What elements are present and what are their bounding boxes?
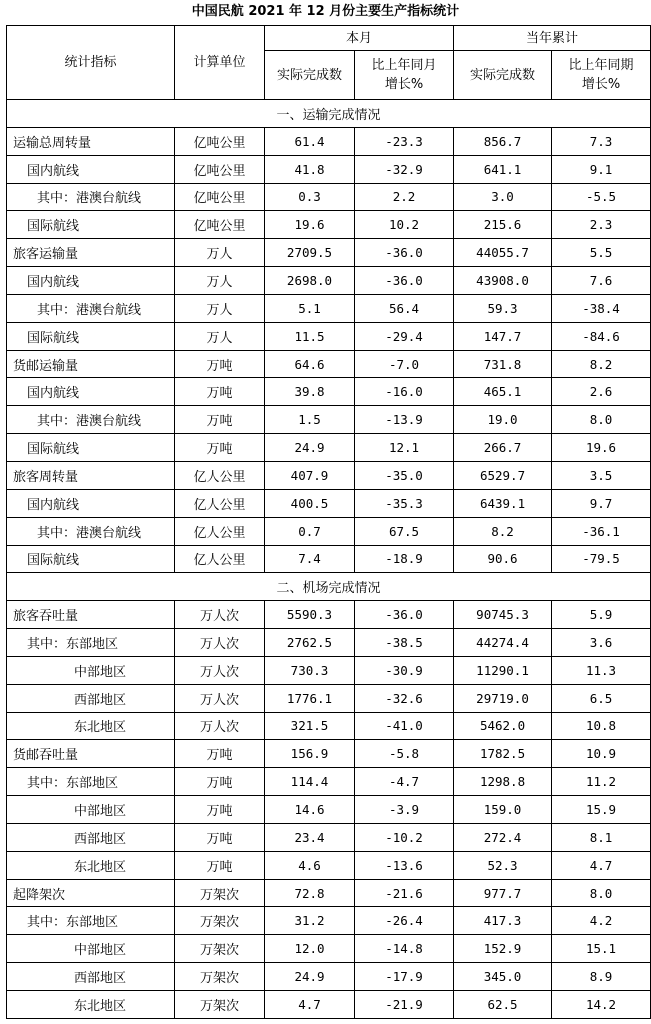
ytd-actual-cell: 44055.7	[454, 239, 552, 267]
month-actual-cell: 64.6	[265, 350, 355, 378]
month-actual-cell: 7.4	[265, 545, 355, 573]
month-actual-cell: 61.4	[265, 127, 355, 155]
ytd-yoy-cell: 9.7	[552, 489, 651, 517]
ytd-actual-cell: 977.7	[454, 879, 552, 907]
ytd-actual-cell: 11290.1	[454, 656, 552, 684]
ytd-actual-cell: 52.3	[454, 851, 552, 879]
unit-cell: 万人次	[175, 656, 265, 684]
month-yoy-cell: -14.8	[355, 935, 454, 963]
month-actual-cell: 24.9	[265, 434, 355, 462]
ytd-yoy-cell: 15.1	[552, 935, 651, 963]
ytd-yoy-cell: 5.5	[552, 239, 651, 267]
table-row	[7, 239, 651, 267]
indicator-name: 国内航线	[7, 267, 175, 295]
ytd-yoy-cell: 2.6	[552, 378, 651, 406]
unit-cell: 亿人公里	[175, 489, 265, 517]
month-yoy-cell: 67.5	[355, 517, 454, 545]
ytd-actual-cell: 215.6	[454, 211, 552, 239]
month-yoy-cell: -5.8	[355, 740, 454, 768]
header-ytd-yoy-line2: 增长%	[581, 77, 621, 92]
month-yoy-cell: 10.2	[355, 211, 454, 239]
unit-cell: 亿吨公里	[175, 183, 265, 211]
month-yoy-cell: -36.0	[355, 239, 454, 267]
indicator-name: 西部地区	[7, 823, 175, 851]
table-row	[7, 935, 651, 963]
ytd-yoy-cell: 11.2	[552, 768, 651, 796]
month-actual-cell: 114.4	[265, 768, 355, 796]
ytd-yoy-cell: 14.2	[552, 991, 651, 1019]
statistics-table	[6, 25, 651, 1019]
unit-cell: 万人次	[175, 601, 265, 629]
indicator-name: 中部地区	[7, 796, 175, 824]
indicator-name: 货邮运输量	[7, 350, 175, 378]
month-actual-cell: 23.4	[265, 823, 355, 851]
table-row	[7, 656, 651, 684]
unit-cell: 万人次	[175, 684, 265, 712]
ytd-actual-cell: 856.7	[454, 127, 552, 155]
ytd-actual-cell: 59.3	[454, 294, 552, 322]
ytd-actual-cell: 266.7	[454, 434, 552, 462]
table-row	[7, 545, 651, 573]
ytd-actual-cell: 641.1	[454, 155, 552, 183]
header-ytd-yoy-line1: 比上年同期	[568, 58, 634, 73]
ytd-yoy-cell: 4.7	[552, 851, 651, 879]
ytd-actual-cell: 43908.0	[454, 267, 552, 295]
table-row	[7, 879, 651, 907]
indicator-name: 东北地区	[7, 991, 175, 1019]
table-row	[7, 851, 651, 879]
section-row	[7, 573, 651, 601]
ytd-yoy-cell: 10.8	[552, 712, 651, 740]
ytd-actual-cell: 44274.4	[454, 629, 552, 657]
table-row	[7, 267, 651, 295]
month-actual-cell: 321.5	[265, 712, 355, 740]
month-actual-cell: 1776.1	[265, 684, 355, 712]
ytd-actual-cell: 159.0	[454, 796, 552, 824]
header-month-yoy-line2: 增长%	[384, 77, 424, 92]
ytd-yoy-cell: 7.3	[552, 127, 651, 155]
ytd-yoy-cell: 3.5	[552, 461, 651, 489]
header-unit: 计算单位	[175, 26, 265, 100]
month-yoy-cell: -13.9	[355, 406, 454, 434]
month-actual-cell: 12.0	[265, 935, 355, 963]
month-yoy-cell: -21.9	[355, 991, 454, 1019]
month-yoy-cell: 2.2	[355, 183, 454, 211]
indicator-name: 其中：港澳台航线	[7, 517, 175, 545]
table-row	[7, 155, 651, 183]
indicator-name: 其中：港澳台航线	[7, 294, 175, 322]
month-actual-cell: 2709.5	[265, 239, 355, 267]
month-yoy-cell: -3.9	[355, 796, 454, 824]
unit-cell: 万吨	[175, 434, 265, 462]
ytd-actual-cell: 1782.5	[454, 740, 552, 768]
header-row-top	[7, 26, 651, 51]
unit-cell: 万架次	[175, 991, 265, 1019]
table-row	[7, 907, 651, 935]
header-ytd-yoy	[552, 51, 651, 100]
unit-cell: 亿吨公里	[175, 155, 265, 183]
month-actual-cell: 4.6	[265, 851, 355, 879]
indicator-name: 旅客运输量	[7, 239, 175, 267]
month-yoy-cell: -35.0	[355, 461, 454, 489]
month-yoy-cell: -21.6	[355, 879, 454, 907]
indicator-name: 西部地区	[7, 684, 175, 712]
month-yoy-cell: 12.1	[355, 434, 454, 462]
month-actual-cell: 2698.0	[265, 267, 355, 295]
table-row	[7, 294, 651, 322]
unit-cell: 万吨	[175, 796, 265, 824]
table-row	[7, 768, 651, 796]
table-row	[7, 127, 651, 155]
table-row	[7, 406, 651, 434]
unit-cell: 万人	[175, 294, 265, 322]
ytd-yoy-cell: 3.6	[552, 629, 651, 657]
month-actual-cell: 0.3	[265, 183, 355, 211]
month-actual-cell: 39.8	[265, 378, 355, 406]
indicator-name: 旅客吞吐量	[7, 601, 175, 629]
month-actual-cell: 730.3	[265, 656, 355, 684]
table-row	[7, 796, 651, 824]
unit-cell: 万吨	[175, 406, 265, 434]
month-actual-cell: 24.9	[265, 963, 355, 991]
month-actual-cell: 11.5	[265, 322, 355, 350]
month-actual-cell: 156.9	[265, 740, 355, 768]
section-row	[7, 100, 651, 128]
table-row	[7, 489, 651, 517]
indicator-name: 中部地区	[7, 656, 175, 684]
indicator-name: 其中：港澳台航线	[7, 183, 175, 211]
month-actual-cell: 0.7	[265, 517, 355, 545]
month-yoy-cell: -18.9	[355, 545, 454, 573]
ytd-yoy-cell: -38.4	[552, 294, 651, 322]
unit-cell: 万吨	[175, 740, 265, 768]
ytd-actual-cell: 6439.1	[454, 489, 552, 517]
ytd-actual-cell: 90.6	[454, 545, 552, 573]
unit-cell: 万人次	[175, 629, 265, 657]
header-month-yoy	[355, 51, 454, 100]
header-indicator: 统计指标	[7, 26, 175, 100]
month-yoy-cell: -32.6	[355, 684, 454, 712]
indicator-name: 国际航线	[7, 211, 175, 239]
month-yoy-cell: -10.2	[355, 823, 454, 851]
header-ytd: 当年累计	[454, 26, 651, 51]
ytd-yoy-cell: 9.1	[552, 155, 651, 183]
ytd-actual-cell: 272.4	[454, 823, 552, 851]
month-actual-cell: 41.8	[265, 155, 355, 183]
month-yoy-cell: -29.4	[355, 322, 454, 350]
indicator-name: 东北地区	[7, 851, 175, 879]
ytd-actual-cell: 19.0	[454, 406, 552, 434]
ytd-yoy-cell: 8.9	[552, 963, 651, 991]
table-row	[7, 517, 651, 545]
ytd-actual-cell: 147.7	[454, 322, 552, 350]
ytd-actual-cell: 29719.0	[454, 684, 552, 712]
unit-cell: 万人	[175, 322, 265, 350]
month-yoy-cell: -41.0	[355, 712, 454, 740]
month-actual-cell: 5.1	[265, 294, 355, 322]
month-actual-cell: 5590.3	[265, 601, 355, 629]
table-row	[7, 963, 651, 991]
month-yoy-cell: -26.4	[355, 907, 454, 935]
month-yoy-cell: -36.0	[355, 601, 454, 629]
unit-cell: 万吨	[175, 350, 265, 378]
indicator-name: 其中：东部地区	[7, 629, 175, 657]
unit-cell: 万架次	[175, 879, 265, 907]
ytd-yoy-cell: -36.1	[552, 517, 651, 545]
table-row	[7, 211, 651, 239]
ytd-actual-cell: 152.9	[454, 935, 552, 963]
month-actual-cell: 19.6	[265, 211, 355, 239]
table-row	[7, 601, 651, 629]
unit-cell: 万人	[175, 239, 265, 267]
ytd-actual-cell: 465.1	[454, 378, 552, 406]
indicator-name: 旅客周转量	[7, 461, 175, 489]
ytd-actual-cell: 1298.8	[454, 768, 552, 796]
indicator-name: 国内航线	[7, 155, 175, 183]
unit-cell: 万吨	[175, 378, 265, 406]
ytd-actual-cell: 731.8	[454, 350, 552, 378]
ytd-yoy-cell: 8.0	[552, 879, 651, 907]
ytd-yoy-cell: 19.6	[552, 434, 651, 462]
month-actual-cell: 72.8	[265, 879, 355, 907]
indicator-name: 国际航线	[7, 322, 175, 350]
indicator-name: 起降架次	[7, 879, 175, 907]
table-row	[7, 740, 651, 768]
ytd-actual-cell: 62.5	[454, 991, 552, 1019]
ytd-yoy-cell: 11.3	[552, 656, 651, 684]
ytd-yoy-cell: 10.9	[552, 740, 651, 768]
month-yoy-cell: 56.4	[355, 294, 454, 322]
indicator-name: 其中：东部地区	[7, 768, 175, 796]
table-row	[7, 378, 651, 406]
ytd-yoy-cell: 8.2	[552, 350, 651, 378]
ytd-yoy-cell: 8.0	[552, 406, 651, 434]
indicator-name: 东北地区	[7, 712, 175, 740]
unit-cell: 万吨	[175, 851, 265, 879]
ytd-yoy-cell: -84.6	[552, 322, 651, 350]
unit-cell: 万吨	[175, 768, 265, 796]
month-actual-cell: 1.5	[265, 406, 355, 434]
indicator-name: 其中：东部地区	[7, 907, 175, 935]
ytd-yoy-cell: -5.5	[552, 183, 651, 211]
month-yoy-cell: -16.0	[355, 378, 454, 406]
unit-cell: 亿吨公里	[175, 127, 265, 155]
ytd-yoy-cell: -79.5	[552, 545, 651, 573]
ytd-yoy-cell: 6.5	[552, 684, 651, 712]
ytd-actual-cell: 3.0	[454, 183, 552, 211]
unit-cell: 万吨	[175, 823, 265, 851]
month-yoy-cell: -30.9	[355, 656, 454, 684]
header-month-actual: 实际完成数	[265, 51, 355, 100]
ytd-actual-cell: 417.3	[454, 907, 552, 935]
indicator-name: 国内航线	[7, 489, 175, 517]
ytd-yoy-cell: 4.2	[552, 907, 651, 935]
ytd-yoy-cell: 5.9	[552, 601, 651, 629]
month-actual-cell: 14.6	[265, 796, 355, 824]
ytd-actual-cell: 90745.3	[454, 601, 552, 629]
header-month-yoy-line1: 比上年同月	[371, 58, 437, 73]
month-yoy-cell: -17.9	[355, 963, 454, 991]
month-actual-cell: 400.5	[265, 489, 355, 517]
table-row	[7, 322, 651, 350]
indicator-name: 国内航线	[7, 378, 175, 406]
unit-cell: 万架次	[175, 907, 265, 935]
month-actual-cell: 4.7	[265, 991, 355, 1019]
month-actual-cell: 31.2	[265, 907, 355, 935]
month-actual-cell: 2762.5	[265, 629, 355, 657]
unit-cell: 万架次	[175, 935, 265, 963]
ytd-actual-cell: 5462.0	[454, 712, 552, 740]
month-yoy-cell: -13.6	[355, 851, 454, 879]
indicator-name: 国际航线	[7, 434, 175, 462]
ytd-actual-cell: 6529.7	[454, 461, 552, 489]
unit-cell: 亿人公里	[175, 545, 265, 573]
unit-cell: 亿人公里	[175, 461, 265, 489]
unit-cell: 亿人公里	[175, 517, 265, 545]
unit-cell: 万人	[175, 267, 265, 295]
indicator-name: 国际航线	[7, 545, 175, 573]
table-row	[7, 461, 651, 489]
month-yoy-cell: -7.0	[355, 350, 454, 378]
section-title: 一、运输完成情况	[7, 100, 651, 128]
unit-cell: 万人次	[175, 712, 265, 740]
indicator-name: 运输总周转量	[7, 127, 175, 155]
month-yoy-cell: -35.3	[355, 489, 454, 517]
unit-cell: 万架次	[175, 963, 265, 991]
ytd-yoy-cell: 2.3	[552, 211, 651, 239]
indicator-name: 西部地区	[7, 963, 175, 991]
table-row	[7, 823, 651, 851]
table-row	[7, 684, 651, 712]
table-row	[7, 350, 651, 378]
month-yoy-cell: -23.3	[355, 127, 454, 155]
unit-cell: 亿吨公里	[175, 211, 265, 239]
month-yoy-cell: -4.7	[355, 768, 454, 796]
header-month: 本月	[265, 26, 454, 51]
ytd-actual-cell: 345.0	[454, 963, 552, 991]
ytd-yoy-cell: 15.9	[552, 796, 651, 824]
ytd-yoy-cell: 7.6	[552, 267, 651, 295]
ytd-yoy-cell: 8.1	[552, 823, 651, 851]
ytd-actual-cell: 8.2	[454, 517, 552, 545]
month-yoy-cell: -38.5	[355, 629, 454, 657]
indicator-name: 中部地区	[7, 935, 175, 963]
table-row	[7, 991, 651, 1019]
section-title: 二、机场完成情况	[7, 573, 651, 601]
table-row	[7, 183, 651, 211]
page-title: 中国民航 2021 年 12 月份主要生产指标统计	[191, 4, 460, 19]
table-body	[7, 100, 651, 1019]
table-row	[7, 629, 651, 657]
header-ytd-actual: 实际完成数	[454, 51, 552, 100]
indicator-name: 货邮吞吐量	[7, 740, 175, 768]
indicator-name: 其中：港澳台航线	[7, 406, 175, 434]
table-row	[7, 434, 651, 462]
month-yoy-cell: -36.0	[355, 267, 454, 295]
month-actual-cell: 407.9	[265, 461, 355, 489]
month-yoy-cell: -32.9	[355, 155, 454, 183]
table-row	[7, 712, 651, 740]
